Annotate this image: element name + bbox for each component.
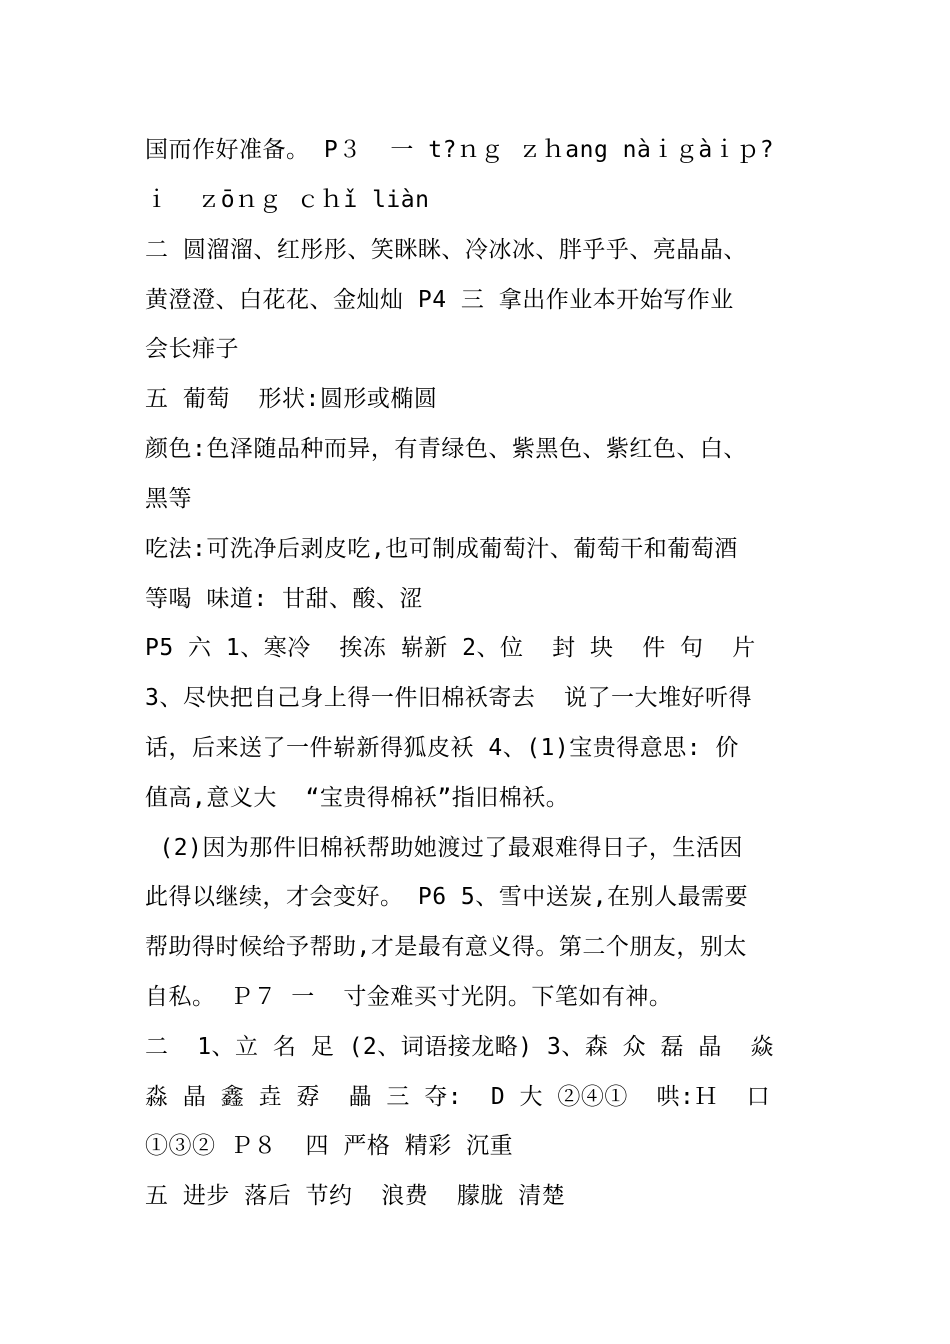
text-line-12: 3、尽快把自己身上得一件旧棉袄寄去 说了一大堆好听得 (145, 685, 753, 711)
text-line-1: 国而作好准备。 P３ 一 t?ｎｇ ｚｈang nàｉｇàｉｐ? (145, 137, 775, 163)
text-line-14: 值高,意义大 “宝贵得棉袄”指旧棉袄。 (145, 785, 570, 811)
text-line-10: 等喝 味道: 甘甜、酸、涩 (145, 586, 424, 612)
text-line-11: P5 六 1、寒冷 挨冻 崭新 2、位 封 块 件 句 片 (145, 635, 756, 661)
text-line-7: 颜色:色泽随品种而异，有青绿色、紫黑色、紫红色、白、 (145, 436, 747, 462)
text-line-5: 会长痱子 (145, 336, 239, 362)
text-line-13: 话，后来送了一件崭新得狐皮袄 4、(1)宝贵得意思: 价 (145, 735, 739, 761)
text-line-2: ｉ ｚōｎｇ ｃｈǐ liàn (145, 187, 430, 213)
text-line-6: 五 葡萄 形状:圆形或椭圆 (145, 386, 438, 412)
text-line-20: 淼 晶 鑫 垚 孬 畾 三 夺: D 大 ②④① 哄:Ｈ 口 (145, 1084, 771, 1110)
text-line-15: (2)因为那件旧棉袄帮助她渡过了最艰难得日子，生活因 (145, 835, 743, 861)
text-line-3: 二 圆溜溜、红彤彤、笑眯眯、冷冰冰、胖乎乎、亮晶晶、 (145, 237, 747, 263)
text-line-4: 黄澄澄、白花花、金灿灿 P4 三 拿出作业本开始写作业 (145, 287, 734, 313)
text-line-17: 帮助得时候给予帮助,才是最有意义得。第二个朋友，别太 (145, 934, 747, 960)
text-line-19: 二 1、立 名 足 (2、词语接龙略) 3、森 众 磊 晶 焱 (145, 1034, 775, 1060)
text-line-8: 黑等 (145, 486, 192, 512)
text-line-16: 此得以继续，才会变好。 P6 5、雪中送炭,在别人最需要 (145, 884, 749, 910)
text-line-9: 吃法:可洗净后剥皮吃,也可制成葡萄汁、葡萄干和葡萄酒 (145, 536, 738, 562)
text-line-22: 五 进步 落后 节约 浪费 朦胧 清楚 (145, 1183, 566, 1209)
text-line-18: 自私。 Ｐ７ 一 寸金难买寸光阴。下笔如有神。 (145, 984, 673, 1010)
text-line-21: ①③② Ｐ８ 四 严格 精彩 沉重 (145, 1133, 514, 1159)
